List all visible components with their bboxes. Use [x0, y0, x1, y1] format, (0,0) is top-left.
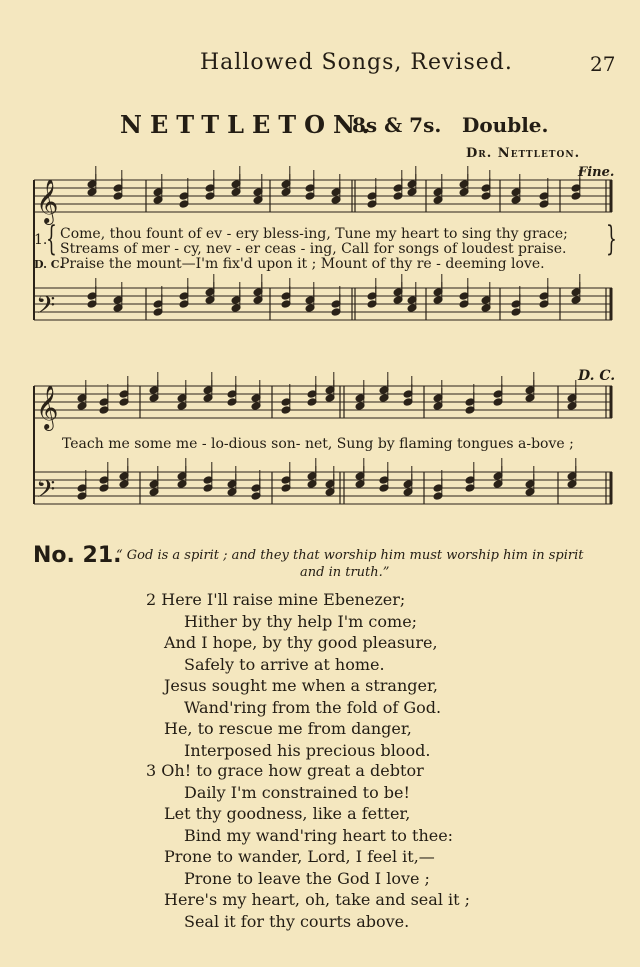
verse-line: Seal it for thy courts above.: [184, 911, 410, 931]
verse-line: Daily I'm constrained to be!: [184, 782, 410, 802]
tune-meter: 8s & 7s.: [352, 113, 442, 137]
verse-line: He, to rescue me from danger,: [164, 719, 412, 738]
lyric-line-3: Praise the mount—I'm fix'd upon it ; Mount of thy re - deeming love.: [60, 256, 545, 272]
tune-double: Double.: [462, 113, 549, 137]
tune-name: NETTLETON.: [120, 110, 378, 139]
bass-staff-1: [34, 288, 612, 320]
verse-line: 2 Here I'll raise mine Ebenezer;: [146, 590, 406, 609]
lyric-line-1: Come, thou fount of ev - ery bless-ing, Tune my heart to sing thy grace;: [60, 226, 568, 242]
left-brace: {: [46, 219, 57, 259]
verse-line: Let thy goodness, like a fetter,: [164, 804, 411, 823]
treble-clef-icon: 𝄞: [36, 385, 59, 429]
verse-line: Prone to wander, Lord, I feel it,—: [164, 847, 435, 866]
verse-line: And I hope, by thy good pleasure,: [164, 633, 438, 652]
verse-line: Bind my wand'ring heart to thee:: [184, 825, 454, 845]
right-brace: }: [606, 219, 617, 259]
treble-clef-icon: 𝄞: [36, 179, 59, 223]
verse-line: 3 Oh! to grace how great a debtor: [146, 761, 424, 780]
verse-line: Interposed his precious blood.: [184, 740, 431, 760]
verse-line: Jesus sought me when a stranger,: [164, 676, 438, 695]
verse-line: Here's my heart, oh, take and seal it ;: [164, 890, 471, 909]
verse-line: Safely to arrive at home.: [184, 654, 385, 674]
page-number: 27: [590, 52, 616, 76]
epigraph-line-1: “ God is a spirit ; and they that worship him must worship him in spirit: [116, 548, 584, 563]
bass-clef-icon: 𝄢: [36, 291, 56, 326]
bass-clef-icon: 𝄢: [36, 475, 56, 510]
running-header: Hallowed Songs, Revised.: [200, 50, 513, 75]
lyric-line-4: Teach me some me - lo-dious son- net, Sung by flaming tongues a-bove ;: [62, 436, 574, 452]
hymn-number: No. 21.: [33, 543, 122, 568]
verse-line: Prone to leave the God I love ;: [184, 868, 430, 888]
fine-marking: Fine.: [578, 165, 615, 180]
epigraph-line-2: and in truth.”: [300, 565, 390, 580]
verse-line: Hither by thy help I'm come;: [184, 611, 418, 631]
verse-number: 1.: [34, 232, 48, 248]
dc-marking: D. C.: [578, 368, 616, 384]
dc-label: D. C.: [34, 258, 64, 271]
composer: Dr. Nettleton.: [466, 146, 581, 161]
lyric-line-2: Streams of mer - cy, nev - er ceas - ing, Call for songs of loudest praise.: [60, 241, 567, 257]
verse-line: Wand'ring from the fold of God.: [184, 697, 442, 717]
